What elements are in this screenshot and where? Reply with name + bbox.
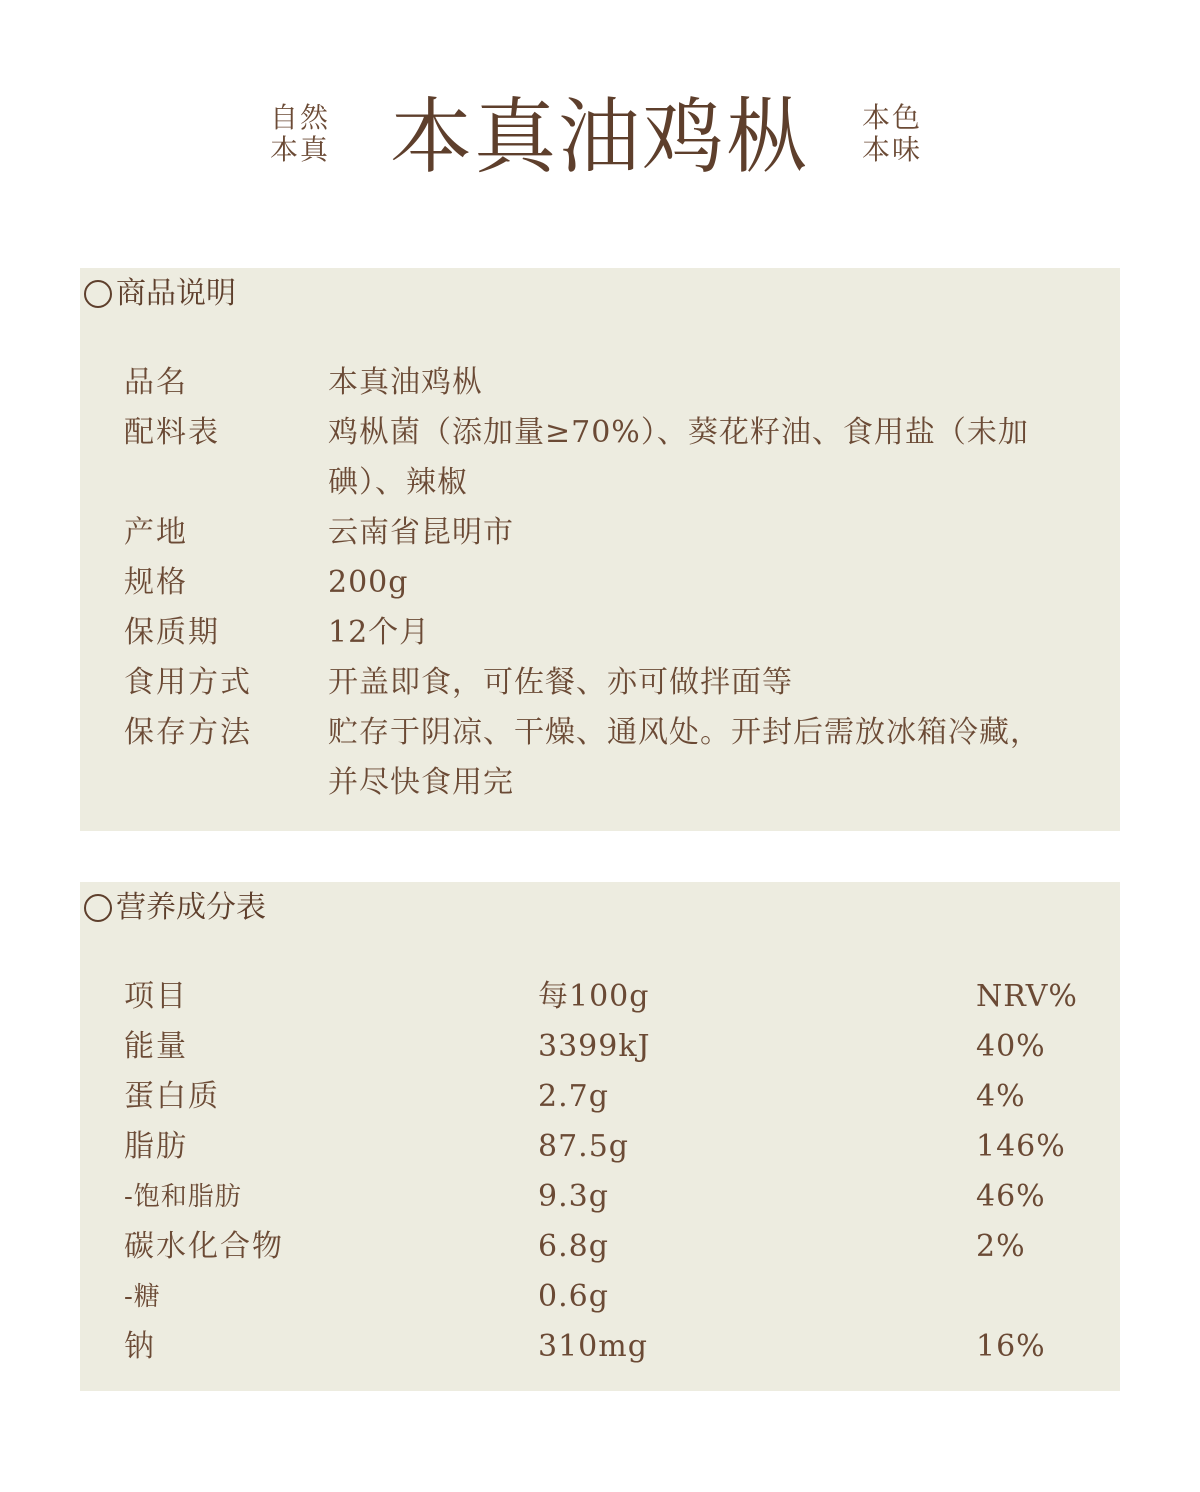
product-title: 本真油鸡枞 — [389, 90, 810, 185]
nutrition-row — [124, 1172, 1104, 1222]
info-value-line: 贮存于阴凉、干燥、通风处。开封后需放冰箱冷藏， — [328, 715, 1041, 750]
nutrition-row — [124, 1072, 1104, 1122]
nutrition-header-row — [124, 972, 1104, 1022]
nutrition-row — [124, 1322, 1104, 1372]
info-value — [328, 408, 1104, 508]
nutrition-table — [124, 972, 1104, 1372]
info-label: 品名 — [124, 365, 188, 400]
right-tagline — [862, 102, 922, 166]
info-row — [124, 408, 1104, 508]
left-tagline-line-2: 本真 — [270, 133, 331, 166]
nutrition-title: 营养成分表 — [116, 890, 266, 925]
info-label: 食用方式 — [124, 665, 252, 700]
nutrient-nrv: 46% — [976, 1179, 1046, 1214]
info-label: 配料表 — [124, 415, 220, 450]
nutrition-row — [124, 1022, 1104, 1072]
nutrition-row — [124, 1122, 1104, 1172]
nutrient-per100g: 6.8g — [538, 1229, 609, 1264]
info-value-line: 开盖即食，可佐餐、亦可做拌面等 — [328, 665, 793, 700]
nutrient-per100g: 9.3g — [538, 1179, 609, 1214]
nutrition-row — [124, 1272, 1104, 1322]
left-tagline-line-1: 自然 — [270, 101, 331, 134]
product-info-panel — [80, 268, 1120, 831]
product-info-title: 商品说明 — [116, 276, 236, 311]
nutrient-name: 能量 — [124, 1029, 188, 1064]
info-value-line: 200g — [328, 565, 409, 600]
nutrient-name: 碳水化合物 — [124, 1229, 284, 1264]
nutrient-nrv: 16% — [976, 1329, 1046, 1364]
nutrient-per100g: 3399kJ — [538, 1029, 651, 1064]
nutrient-name: 蛋白质 — [124, 1079, 220, 1114]
info-row — [124, 358, 1104, 408]
info-value — [328, 558, 1104, 608]
info-label: 规格 — [124, 565, 188, 600]
page-header — [0, 88, 1200, 188]
right-tagline-line-1: 本色 — [862, 101, 923, 134]
info-value-line: 并尽快食用完 — [328, 765, 514, 800]
info-label: 保存方法 — [124, 715, 252, 750]
nutrient-per100g: 2.7g — [538, 1079, 609, 1114]
nutrient-name: 钠 — [124, 1329, 156, 1364]
info-row — [124, 558, 1104, 608]
info-value-line: 12个月 — [328, 615, 431, 650]
info-row — [124, 658, 1104, 708]
info-value — [328, 658, 1104, 708]
info-value-line: 云南省昆明市 — [328, 515, 514, 550]
nutrient-name: 脂肪 — [124, 1129, 188, 1164]
info-value — [328, 508, 1104, 558]
info-label: 产地 — [124, 515, 188, 550]
info-row — [124, 508, 1104, 558]
header-per100g: 每100g — [538, 979, 650, 1014]
info-value — [328, 708, 1104, 808]
circle-bullet-icon — [84, 280, 112, 308]
info-value — [328, 358, 1104, 408]
info-row — [124, 708, 1104, 808]
info-value — [328, 608, 1104, 658]
header-item: 项目 — [124, 979, 188, 1014]
nutrient-nrv: 2% — [976, 1229, 1026, 1264]
product-info-list — [124, 358, 1104, 808]
nutrition-row — [124, 1222, 1104, 1272]
info-value-line: 本真油鸡枞 — [328, 365, 483, 400]
nutrient-nrv: 40% — [976, 1029, 1046, 1064]
nutrient-per100g: 310mg — [538, 1329, 648, 1364]
nutrient-per100g: 0.6g — [538, 1279, 609, 1314]
left-tagline — [270, 102, 330, 166]
nutrient-nrv: 146% — [976, 1129, 1066, 1164]
info-row — [124, 608, 1104, 658]
info-value-line: 碘）、辣椒 — [328, 465, 468, 500]
nutrient-name: -饱和脂肪 — [124, 1182, 242, 1212]
nutrition-heading — [84, 888, 266, 928]
circle-bullet-icon — [84, 894, 112, 922]
nutrition-panel — [80, 882, 1120, 1391]
nutrient-per100g: 87.5g — [538, 1129, 630, 1164]
header-nrv: NRV% — [976, 979, 1078, 1014]
nutrient-nrv: 4% — [976, 1079, 1026, 1114]
product-info-heading — [84, 274, 236, 314]
right-tagline-line-2: 本味 — [862, 133, 923, 166]
info-value-line: 鸡枞菌（添加量≥70%）、葵花籽油、食用盐（未加 — [328, 415, 1029, 450]
nutrient-name: -糖 — [124, 1282, 161, 1312]
info-label: 保质期 — [124, 615, 220, 650]
